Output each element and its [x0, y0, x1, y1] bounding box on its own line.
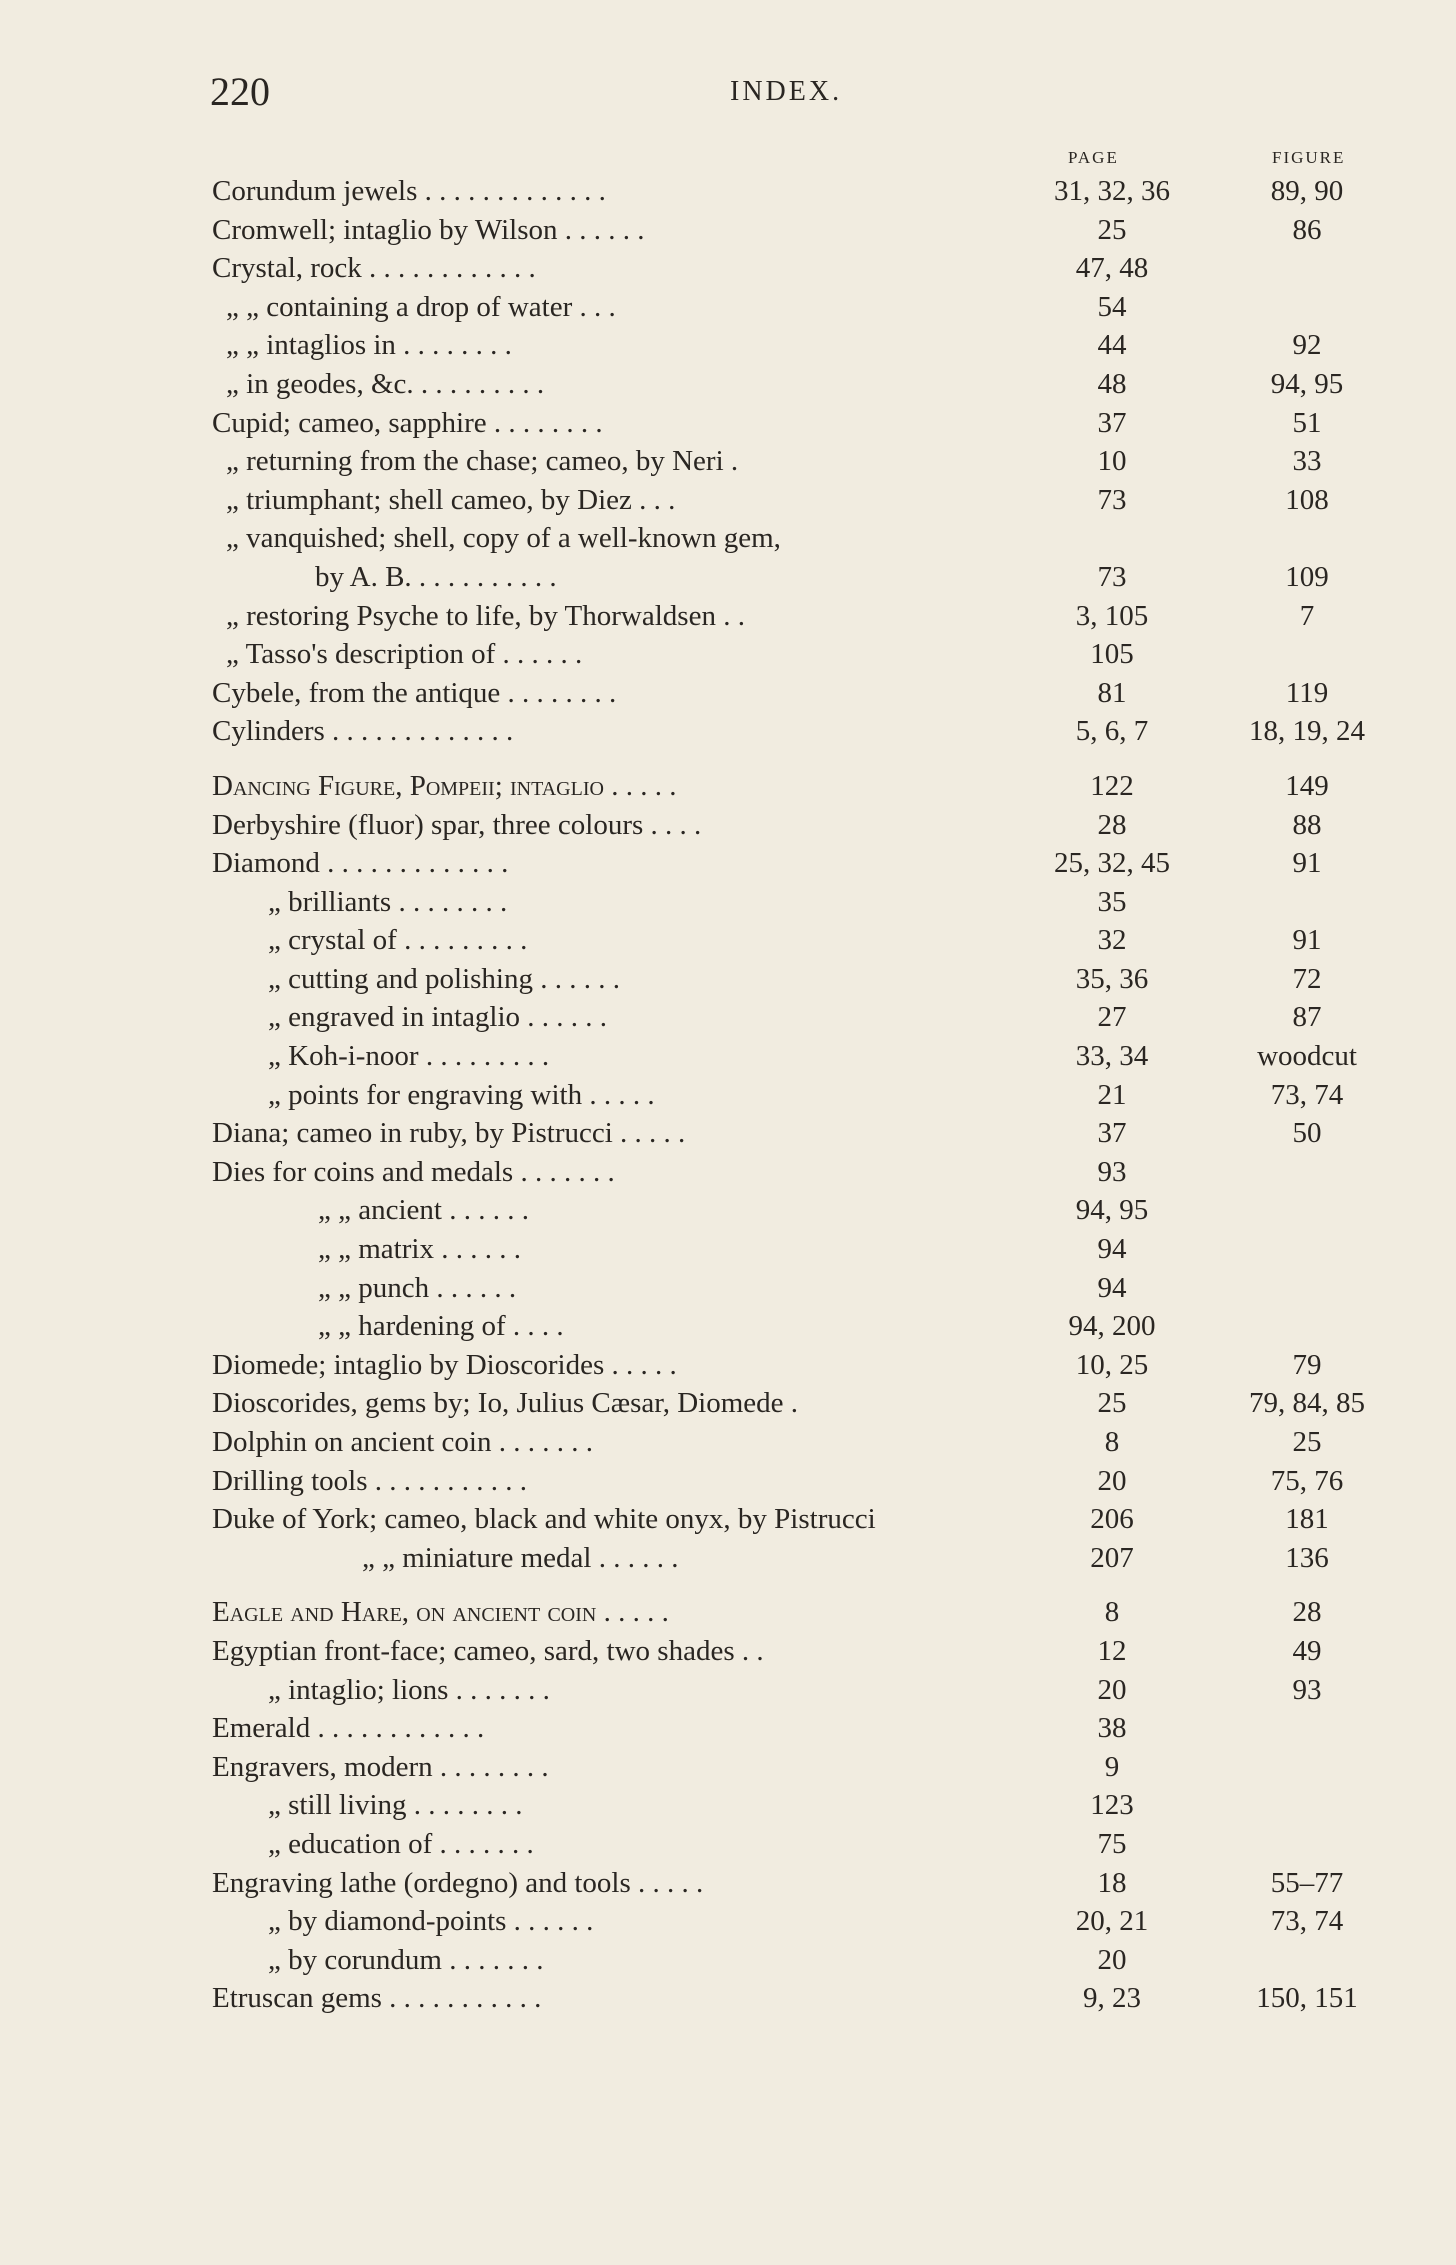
index-entry [0, 1709, 1456, 1748]
entry-page: 9, 23 [1083, 1982, 1141, 2015]
figure-column-header: FIGURE [1272, 148, 1346, 167]
entry-figure: 88 [1292, 808, 1322, 841]
entry-text: „ „ ancient . . . . . . [318, 1194, 529, 1227]
entry-text: by A. B. . . . . . . . . . . [315, 560, 557, 593]
entry-page: 27 [1097, 1001, 1127, 1034]
index-entry [0, 1941, 1456, 1980]
entry-page: 47, 48 [1075, 252, 1149, 285]
entry-page: 54 [1097, 290, 1127, 323]
entry-figure: 51 [1292, 406, 1322, 439]
index-entry [0, 1384, 1456, 1423]
section-gap [0, 1577, 1456, 1593]
entry-text: „ „ matrix . . . . . . [318, 1233, 521, 1266]
index-entry [0, 481, 1456, 520]
entry-page: 35 [1097, 885, 1127, 918]
index-entry [0, 288, 1456, 327]
entry-figure: 79 [1292, 1348, 1322, 1381]
entry-text: „ brilliants . . . . . . . . [268, 885, 508, 918]
entry-page: 8 [1104, 1426, 1120, 1458]
entry-figure: 18, 19, 24 [1249, 715, 1365, 748]
index-entry [0, 442, 1456, 481]
entry-figure: 49 [1292, 1634, 1322, 1667]
entry-figure: 119 [1285, 676, 1329, 709]
entry-figure: woodcut [1257, 1040, 1357, 1073]
entry-page: 10, 25 [1075, 1348, 1149, 1381]
entry-page: 73 [1097, 483, 1127, 516]
entry-page: 18 [1097, 1866, 1127, 1899]
entry-page: 20 [1097, 1943, 1127, 1976]
entry-page: 94 [1097, 1271, 1127, 1304]
entry-text: Etruscan gems . . . . . . . . . . . [212, 1982, 542, 2015]
entry-page: 12 [1097, 1634, 1127, 1667]
index-entry [0, 844, 1456, 883]
entry-text: Duke of York; cameo, black and white onyx, by Pistrucci [212, 1503, 876, 1536]
entry-page: 105 [1090, 638, 1134, 671]
entry-figure: 87 [1292, 1001, 1322, 1034]
entry-page: 44 [1097, 329, 1127, 362]
entry-figure: 55–77 [1270, 1866, 1344, 1899]
entry-figure: 93 [1292, 1673, 1322, 1706]
index-entry [0, 558, 1456, 597]
index-entry [0, 326, 1456, 365]
entry-text: „ education of . . . . . . . [268, 1827, 534, 1860]
entry-page: 25 [1097, 213, 1127, 246]
entry-page: 206 [1090, 1503, 1134, 1536]
entry-page: 9 [1104, 1750, 1120, 1783]
entry-page: 122 [1090, 769, 1134, 802]
index-entry [0, 1346, 1456, 1385]
entry-text: Corundum jewels . . . . . . . . . . . . . [212, 175, 606, 207]
entry-text: Engraving lathe (ordegno) and tools . . . . . [212, 1866, 704, 1899]
index-entry [0, 172, 1456, 211]
entry-page: 37 [1097, 1117, 1127, 1150]
entry-text: „ „ containing a drop of water . . . [226, 290, 616, 323]
index-entry [0, 1632, 1456, 1671]
entry-figure: 91 [1292, 924, 1322, 957]
entry-text: Egyptian front-face; cameo, sard, two shades . . [212, 1634, 764, 1667]
entry-text: Emerald . . . . . . . . . . . . [212, 1712, 485, 1745]
index-entry [0, 1076, 1456, 1115]
entry-page: 38 [1097, 1712, 1127, 1745]
column-headers [0, 148, 1456, 172]
entry-text: Cylinders . . . . . . . . . . . . . [212, 715, 514, 748]
index-entry [0, 1230, 1456, 1269]
entry-text: „ engraved in intaglio . . . . . . [268, 1001, 608, 1034]
entry-text: Dies for coins and medals . . . . . . . [212, 1155, 615, 1188]
entry-figure: 86 [1292, 213, 1322, 246]
entry-text: „ in geodes, &c. . . . . . . . . . [226, 367, 545, 400]
entry-page: 81 [1097, 676, 1127, 709]
entry-page: 33, 34 [1075, 1040, 1149, 1073]
entry-page: 20, 21 [1075, 1905, 1149, 1938]
index-entry [0, 1114, 1456, 1153]
index-entry [0, 1593, 1456, 1632]
entry-page: 20 [1097, 1673, 1127, 1706]
index-entry [0, 960, 1456, 999]
entry-text: Cybele, from the antique . . . . . . . . [212, 676, 617, 709]
index-entry [0, 767, 1456, 806]
index-entry [0, 1539, 1456, 1578]
entry-text: „ „ punch . . . . . . [318, 1271, 517, 1304]
entry-page: 8 [1104, 1596, 1120, 1629]
index-entry [0, 211, 1456, 250]
entry-figure: 136 [1285, 1541, 1329, 1574]
entry-text: Dioscorides, gems by; Io, Julius Cæsar, Diomede . [212, 1387, 799, 1420]
entry-figure: 181 [1285, 1503, 1329, 1536]
index-entry [0, 404, 1456, 443]
index-entry [0, 1462, 1456, 1501]
index-entry [0, 635, 1456, 674]
entry-figure: 149 [1285, 769, 1329, 802]
entry-page: 20 [1097, 1464, 1127, 1497]
entry-text: „ Koh-i-noor . . . . . . . . . [268, 1040, 550, 1073]
entry-figure: 79, 84, 85 [1249, 1387, 1365, 1420]
index-entry [0, 1902, 1456, 1941]
entry-text: „ „ intaglios in . . . . . . . . [226, 329, 512, 362]
entry-text: Cromwell; intaglio by Wilson . . . . . . [212, 213, 645, 246]
entry-figure: 72 [1292, 962, 1322, 995]
index-entry [0, 1671, 1456, 1710]
entry-figure: 89, 90 [1270, 175, 1344, 207]
entry-figure: 73, 74 [1270, 1078, 1344, 1111]
entry-text: Eagle and Hare, on ancient coin . . . . . [212, 1596, 669, 1629]
entry-text: „ by corundum . . . . . . . [268, 1943, 544, 1976]
entry-figure: 94, 95 [1270, 367, 1344, 400]
entry-figure: 73, 74 [1270, 1905, 1344, 1938]
entry-text: „ vanquished; shell, copy of a well-known gem, [226, 522, 781, 555]
entry-text: Diana; cameo in ruby, by Pistrucci . . . . . [212, 1117, 686, 1150]
index-entry [0, 921, 1456, 960]
entry-figure: 91 [1292, 847, 1322, 880]
entry-figure: 7 [1299, 599, 1315, 632]
entry-page: 207 [1090, 1541, 1134, 1574]
entry-page: 48 [1097, 367, 1127, 400]
entry-page: 75 [1097, 1827, 1127, 1860]
index-entry [0, 519, 1456, 558]
entry-page: 93 [1097, 1155, 1127, 1188]
section-gap [0, 751, 1456, 767]
index-entry [0, 1864, 1456, 1903]
index-entry [0, 998, 1456, 1037]
index-entry [0, 1191, 1456, 1230]
entry-text: Diamond . . . . . . . . . . . . . [212, 847, 509, 880]
index-entry [0, 1037, 1456, 1076]
index-entry [0, 249, 1456, 288]
entry-text: Dancing Figure, Pompeii; intaglio . . . . . [212, 769, 677, 802]
entry-text: „ Tasso's description of . . . . . . [226, 638, 583, 671]
entry-text: „ by diamond-points . . . . . . [268, 1905, 594, 1938]
index-entry [0, 365, 1456, 404]
entry-page: 94, 200 [1068, 1310, 1156, 1343]
entry-page: 37 [1097, 406, 1127, 439]
index-entry [0, 883, 1456, 922]
entry-page: 21 [1097, 1078, 1127, 1111]
entry-page: 123 [1090, 1789, 1134, 1822]
entry-figure: 75, 76 [1270, 1464, 1344, 1497]
entry-text: Crystal, rock . . . . . . . . . . . . [212, 252, 536, 285]
entry-text: „ „ miniature medal . . . . . . [362, 1541, 679, 1574]
entry-figure: 33 [1292, 445, 1322, 478]
entry-text: „ cutting and polishing . . . . . . [268, 962, 620, 995]
index-entry [0, 597, 1456, 636]
entry-text: Diomede; intaglio by Dioscorides . . . . . [212, 1348, 677, 1381]
entry-page: 73 [1097, 560, 1127, 593]
index-entry [0, 1269, 1456, 1308]
entry-page: 3, 105 [1075, 599, 1149, 632]
entry-text: Engravers, modern . . . . . . . . [212, 1750, 549, 1783]
index-entry [0, 712, 1456, 751]
entry-page: 25 [1097, 1387, 1127, 1420]
entry-text: „ returning from the chase; cameo, by Neri . [226, 445, 739, 478]
entry-text: „ restoring Psyche to life, by Thorwaldsen . . [226, 599, 745, 632]
entry-page: 31, 32, 36 [1054, 175, 1170, 207]
entry-page: 94, 95 [1075, 1194, 1149, 1227]
entry-page: 10 [1097, 445, 1127, 478]
entry-text: „ crystal of . . . . . . . . . [268, 924, 528, 957]
entry-text: „ „ hardening of . . . . [318, 1310, 564, 1343]
index-entry [0, 674, 1456, 713]
entry-figure: 150, 151 [1256, 1982, 1358, 2015]
entry-text: Derbyshire (fluor) spar, three colours . . . . [212, 808, 702, 841]
page-header [210, 68, 1370, 128]
index-entry [0, 1786, 1456, 1825]
entry-figure: 25 [1292, 1426, 1322, 1458]
entry-page: 32 [1097, 924, 1127, 957]
running-title: INDEX. [730, 76, 843, 107]
entry-page: 28 [1097, 808, 1127, 841]
index-entry [0, 1500, 1456, 1539]
entry-text: „ intaglio; lions . . . . . . . [268, 1673, 550, 1706]
entry-text: „ still living . . . . . . . . [268, 1789, 523, 1822]
page-column-header: PAGE [1068, 148, 1119, 167]
index-entry [0, 1825, 1456, 1864]
page-number: 220 [210, 69, 270, 114]
entry-text: „ points for engraving with . . . . . [268, 1078, 655, 1111]
entry-page: 25, 32, 45 [1054, 847, 1170, 880]
entry-text: Dolphin on ancient coin . . . . . . . [212, 1426, 593, 1458]
entry-figure: 109 [1285, 560, 1329, 593]
entry-figure: 50 [1292, 1117, 1322, 1150]
index-entry [0, 1423, 1456, 1462]
entry-figure: 92 [1292, 329, 1322, 362]
entry-text: Drilling tools . . . . . . . . . . . [212, 1464, 527, 1497]
entry-page: 5, 6, 7 [1075, 715, 1149, 748]
index-entry [0, 1153, 1456, 1192]
entry-page: 94 [1097, 1233, 1127, 1266]
index-entries [0, 172, 1456, 2018]
entry-figure: 28 [1292, 1596, 1322, 1629]
index-entry [0, 806, 1456, 845]
entry-text: Cupid; cameo, sapphire . . . . . . . . [212, 406, 603, 439]
entry-text: „ triumphant; shell cameo, by Diez . . . [226, 483, 676, 516]
index-entry [0, 1979, 1456, 2018]
index-entry [0, 1748, 1456, 1787]
index-entry [0, 1307, 1456, 1346]
entry-figure: 108 [1285, 483, 1329, 516]
entry-page: 35, 36 [1075, 962, 1149, 995]
